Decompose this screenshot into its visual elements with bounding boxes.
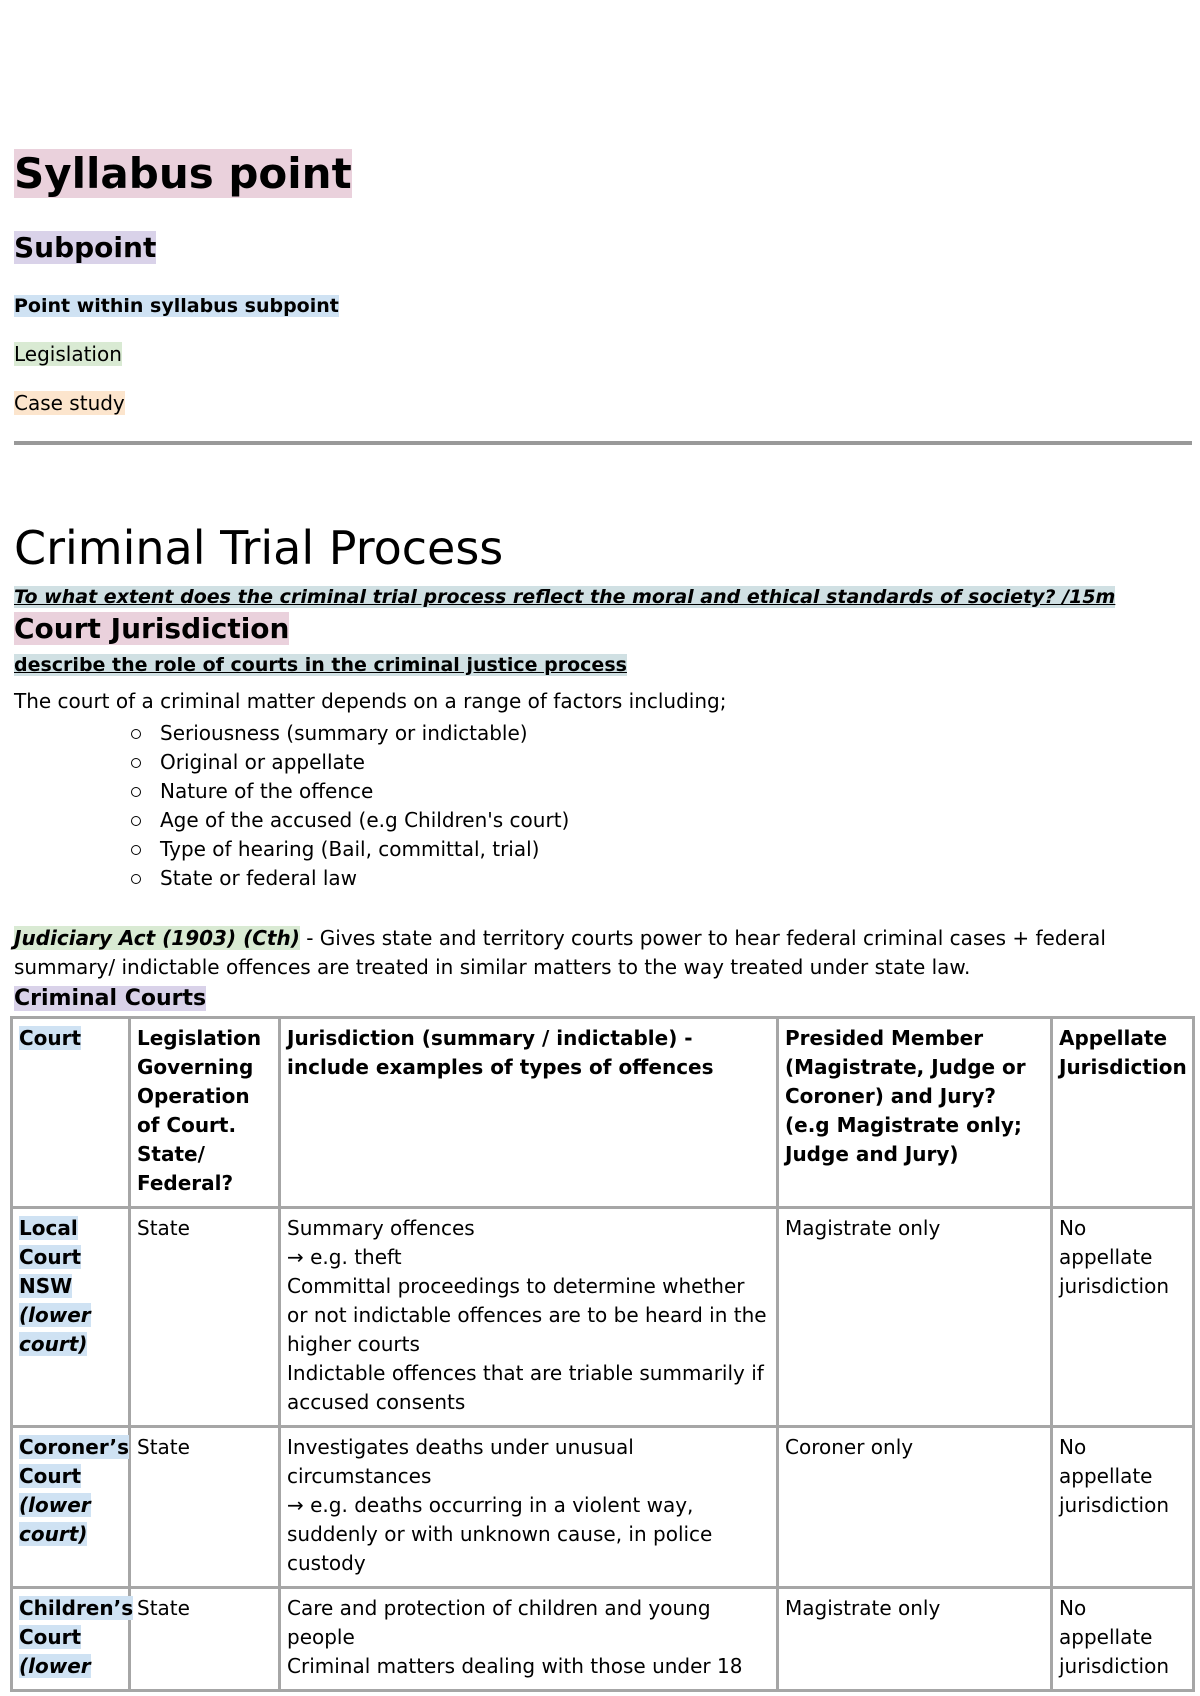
column-header-legislation: Legislation Governing Operation of Court. State/ Federal? (130, 1018, 280, 1208)
document-title: Criminal Trial Process (14, 521, 504, 575)
column-header-court: Court (12, 1018, 130, 1208)
column-header-presided: Presided Member (Magistrate, Judge or Coroner) and Jury? (e.g Magistrate only; Judge and Jury) (778, 1018, 1052, 1208)
criminal-courts-table (10, 1016, 1195, 1692)
list-item: Nature of the offence (122, 777, 569, 806)
section-heading: Court Jurisdiction (14, 612, 290, 645)
court-name-cell: Local Court NSW (lower court) (12, 1208, 130, 1427)
intro-paragraph: The court of a criminal matter depends on a range of factors including; (14, 689, 727, 713)
table-row (12, 1427, 1194, 1588)
table-header-row (12, 1018, 1194, 1208)
judiciary-act-paragraph (14, 924, 1184, 982)
legislation-description: - Gives state and territory courts power to hear federal criminal cases + federal summary/ indictable offences are treated in similar matters to the way treated under state law. (14, 926, 1106, 979)
court-name-cell: Coroner’s Court (lower court) (12, 1427, 130, 1588)
jurisdiction-cell: Care and protection of children and young people Criminal matters dealing with those under 18 (280, 1588, 778, 1691)
list-item: Original or appellate (122, 748, 569, 777)
legend-syllabus-point: Syllabus point (14, 149, 352, 198)
column-header-appellate: Appellate Jurisdiction (1052, 1018, 1194, 1208)
list-item: Age of the accused (e.g Children's court) (122, 806, 569, 835)
list-item: Seriousness (summary or indictable) (122, 719, 569, 748)
legend-legislation: Legislation (14, 342, 122, 366)
court-name-cell: Children’s Court (lower (12, 1588, 130, 1691)
appellate-cell: No appellate jurisdiction (1052, 1588, 1194, 1691)
appellate-cell: No appellate jurisdiction (1052, 1427, 1194, 1588)
criminal-courts-heading: Criminal Courts (14, 986, 207, 1011)
presided-cell: Magistrate only (778, 1588, 1052, 1691)
factors-list (122, 719, 569, 893)
legislation-cell: State (130, 1427, 280, 1588)
syllabus-outcome: describe the role of courts in the criminal justice process (14, 654, 627, 676)
jurisdiction-cell: Summary offences → e.g. theft Committal proceedings to determine whether or not indictable offences are to be heard in the higher courts Indictable offences that are triable summarily if accused consents (280, 1208, 778, 1427)
column-header-jurisdiction: Jurisdiction (summary / indictable) - include examples of types of offences (280, 1018, 778, 1208)
jurisdiction-cell: Investigates deaths under unusual circumstances → e.g. deaths occurring in a violent way, suddenly or with unknown cause, in police custody (280, 1427, 778, 1588)
table-row (12, 1208, 1194, 1427)
essay-question: To what extent does the criminal trial process reflect the moral and ethical standards of society? /15m (14, 586, 1116, 608)
appellate-cell: No appellate jurisdiction (1052, 1208, 1194, 1427)
legend-case-study: Case study (14, 391, 125, 415)
list-item: Type of hearing (Bail, committal, trial) (122, 835, 569, 864)
legend-subpoint: Subpoint (14, 231, 157, 264)
legislation-cell: State (130, 1208, 280, 1427)
presided-cell: Magistrate only (778, 1208, 1052, 1427)
list-item: State or federal law (122, 864, 569, 893)
horizontal-divider (14, 441, 1192, 445)
legislation-name: Judiciary Act (1903) (Cth) (14, 926, 300, 950)
presided-cell: Coroner only (778, 1427, 1052, 1588)
legend-point-within-subpoint: Point within syllabus subpoint (14, 295, 339, 317)
legislation-cell: State (130, 1588, 280, 1691)
table-row (12, 1588, 1194, 1691)
